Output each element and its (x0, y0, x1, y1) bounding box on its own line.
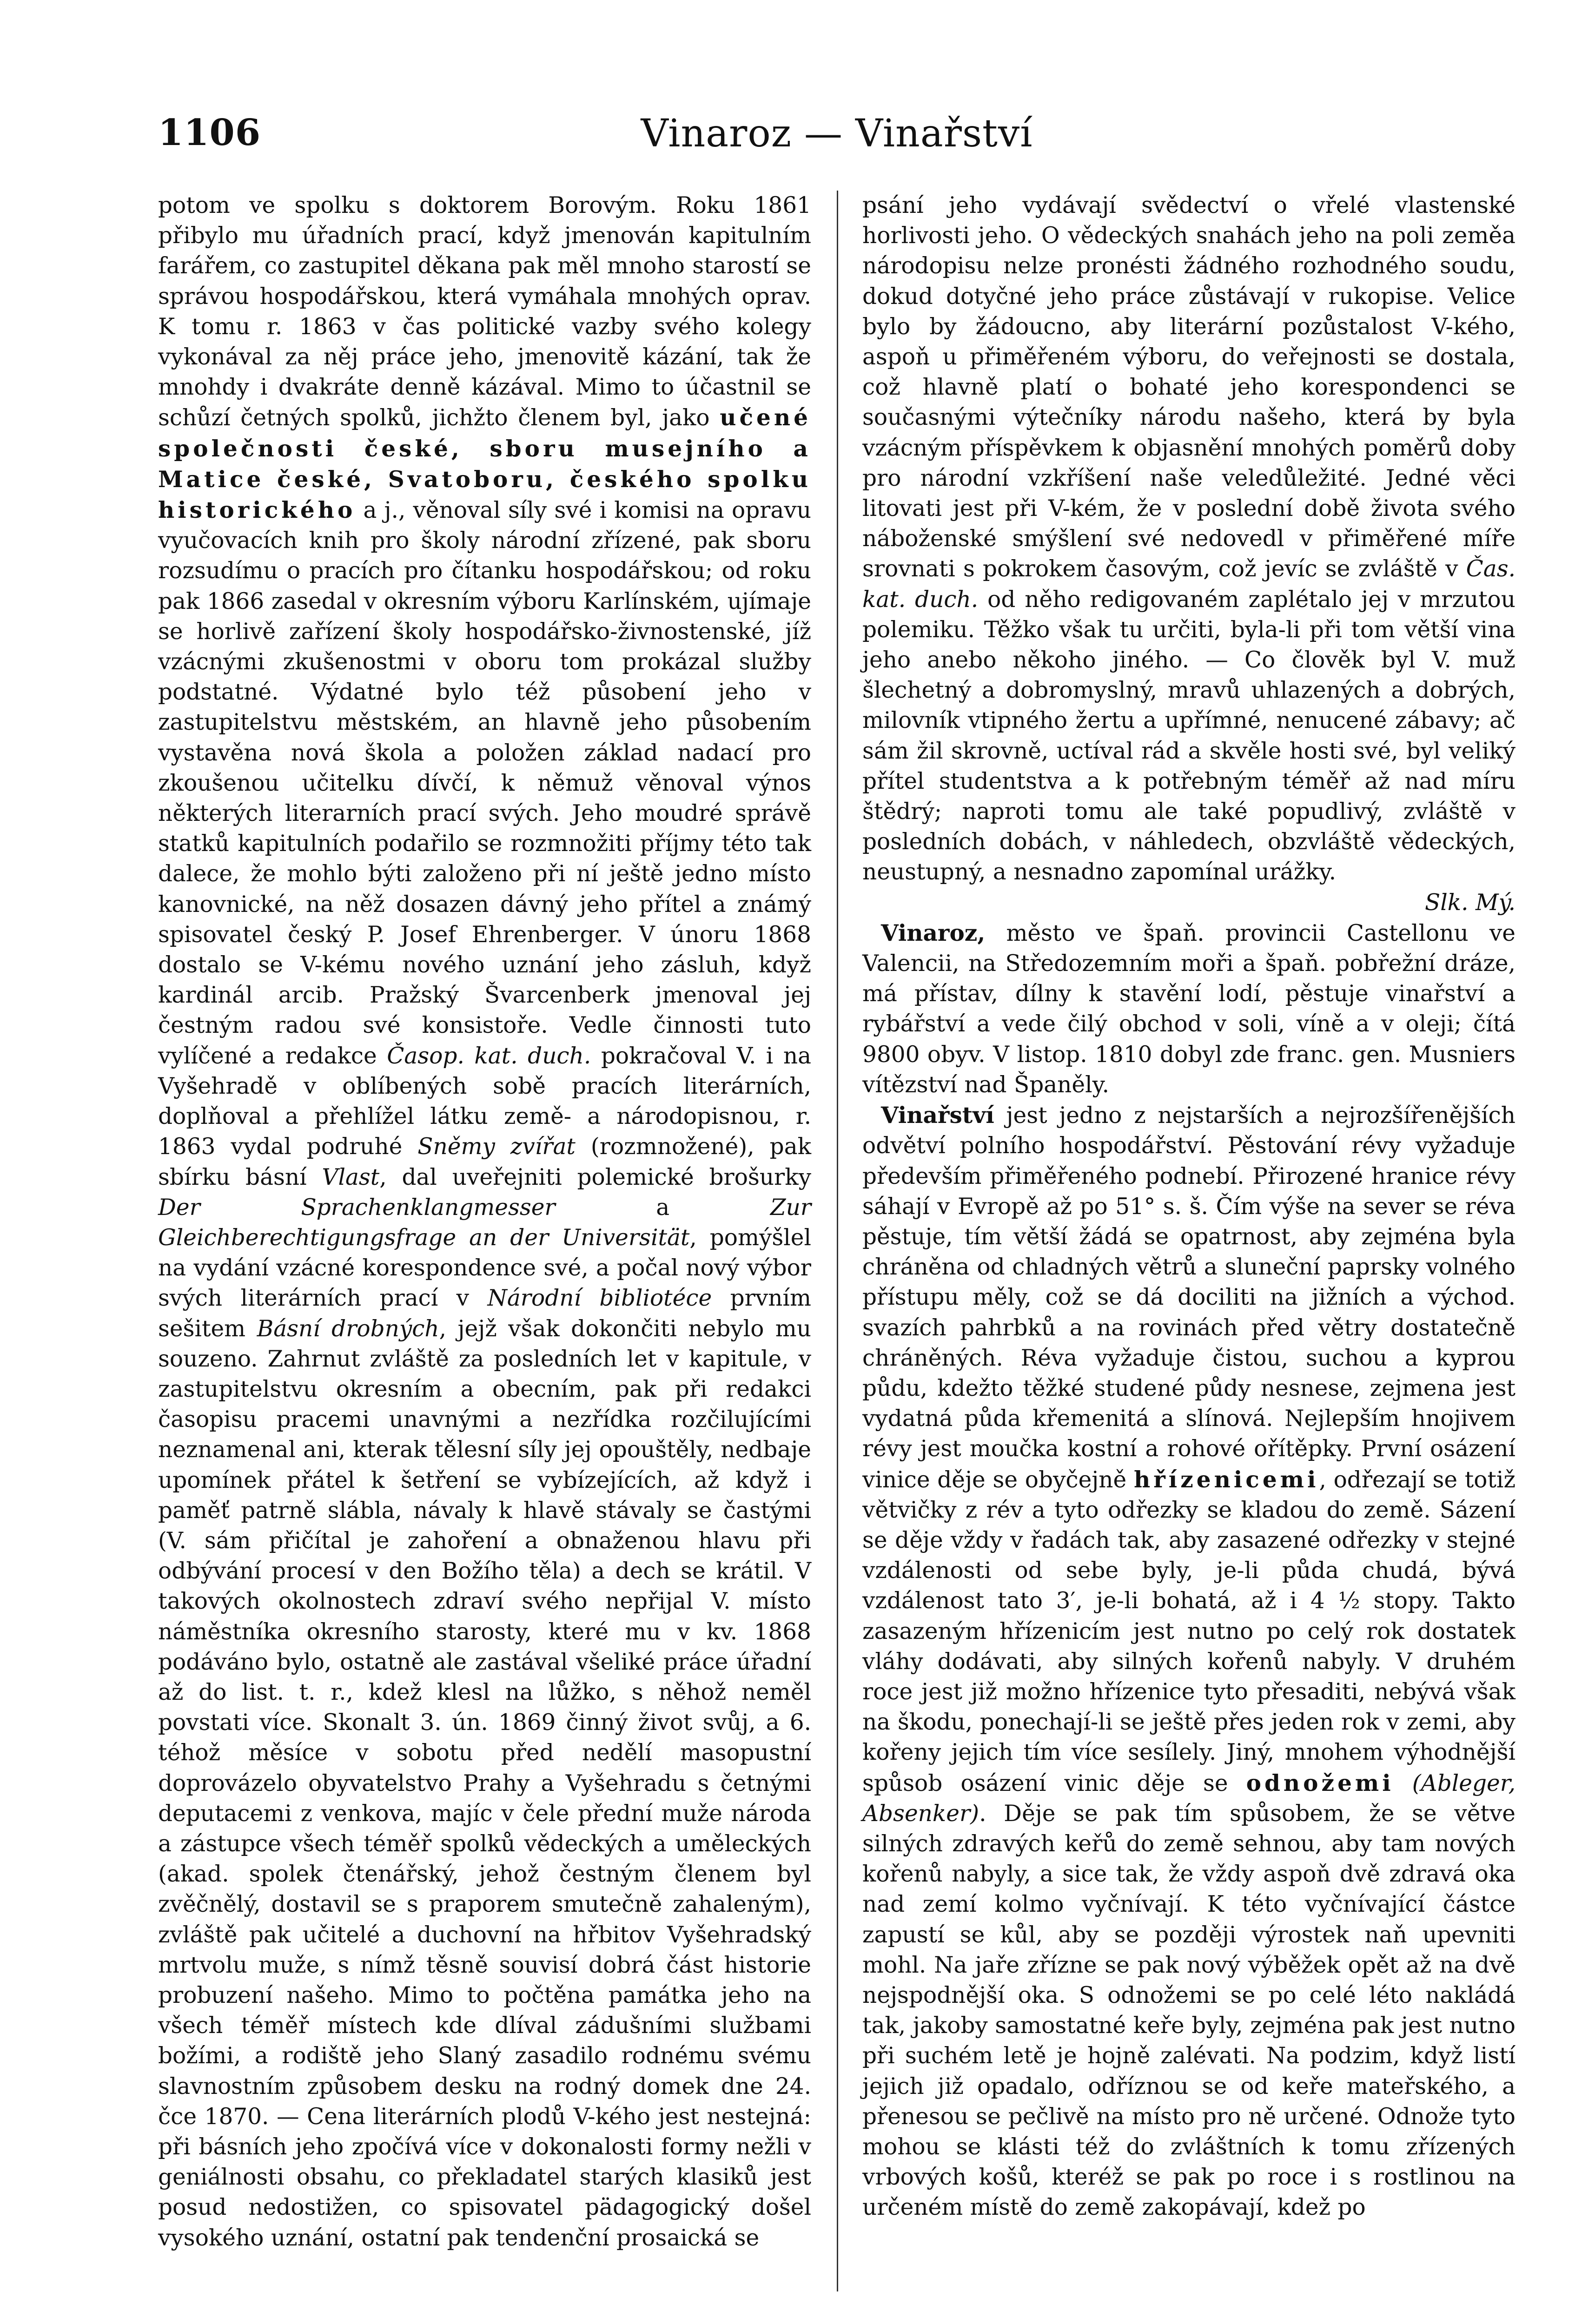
italic-title: Časop. kat. duch. (387, 1043, 591, 1069)
text-segment: , odřezají se totiž větvičky z rév a tyto odřezky se kladou do země. Sázení se děje vždy v řadách tak, aby zasazené odřezky v stejné vzdálenosti od sebe byly, je-li půda chudá, bývá vzdálenost tato 3′, je-li bohatá, až i 4 ½ stopy. Takto zasazeným hřízenicím jest nutno po celý rok dostatek vláhy dodávati, aby silných kořenů nabyly. V druhém roce jest již možno hřízenice tyto přesaditi, nebývá však na škodu, ponechají-li se ještě přes jeden rok v zemi, aby kořeny jejich tím více sesílely. Jiný, mnohem výhodnější spůsob osázení vinic děje se (862, 1466, 1515, 1796)
italic-title: Zur Gleichberechtigungsfrage an der Universität (158, 1194, 811, 1251)
text-segment: a (656, 1194, 670, 1221)
document-page (158, 112, 1516, 2251)
italic-title: Vlast (322, 1164, 380, 1190)
spaced-text: učené společnosti české, sboru musejního a Matice české, Svatoboru, českého spolku historického (158, 404, 811, 524)
text-segment: , dal uveřejniti polemické brošurky (379, 1164, 812, 1190)
text-segment: , pomýšlel na vydání vzácné korespondence své, a počal nový výbor svých literárních prací v (158, 1224, 811, 1312)
entry-vinaroz (862, 918, 1515, 1100)
italic-title: Sněmy zvířat (417, 1134, 576, 1160)
left-column (158, 191, 811, 2253)
right-column (862, 191, 1515, 2223)
italic-title: Básní drobných (257, 1315, 439, 1342)
page-number: 1106 (158, 112, 261, 154)
spaced-text: hřízenicemi (1133, 1466, 1319, 1493)
text-segment: město ve špaň. provincii Castellonu ve Valencii, na Středozemním moři a špaň. pobřežní dráze, má přístav, dílny k stavění lodí, pěstuje vinařství a rybářství a vede čilý obchod v soli, víně a v oleji; čítá 9800 obyv. V listop. 1810 dobyl zde franc. gen. Musniers vítězství nad Španěly. (862, 920, 1515, 1098)
entry-vinarstvi (862, 1100, 1515, 2223)
text-segment: . Děje se pak tím spůsobem, že se větve silných zdravých keřů do země sehnou, aby tam nových kořenů nabyly, a sice tak, že vždy aspoň dvě zdravá oka nad zemí kolmo vyčnívají. K této vyčnívající částce zapustí se kůl, aby se později výrostek naň upevniti mohl. Na jaře zřízne se pak nový výběžek opět až na dvě nejspodnější oka. S odnožemi se po celé léto nakládá tak, jakoby samostatné keře byly, zejména pak jest nutno při suchém letě je hojně zalévati. Na podzim, když listí jejich již opadalo, odříznou se od keře mateřského, a přenesou se pečlivě na místo pro ně určené. Odnože tyto mohou se klásti též do zvláštních k tomu zřízených vrbových košů, kteréž se pak po roce i s rostlinou na určeném místě do země zakopávají, kdež po (862, 1800, 1515, 2221)
text-segment: od něho redigovaném zaplétalo jej v mrzutou polemiku. Těžko však tu určiti, byla-li při tom větší vina jeho anebo někoho jiného. — Co člověk byl V. muž šlechetný a dobromyslný, mravů uhlazených a dobrých, milovník vtipného žertu a upřímné, nenucené zábavy; ač sám žil skrovně, uctíval rád a skvěle hosti své, byl veliký přítel studentstva a k potřebným téměř až nad míru štědrý; naproti tomu ale také popudlivý, zvláště v posledních dobách, v náhledech, obzvláště vědeckých, neustupný, a nesnadno zapomínal urážky. (862, 586, 1515, 885)
text-segment: potom ve spolku s doktorem Borovým. Roku 1861 přibylo mu úřadních prací, když jmenován kapitulním farářem, co zastupitel děkana pak měl mnoho starostí se správou hospodářskou, která vymáhala mnohých oprav. K tomu r. 1863 v čas politické vazby svého kolegy vykonával za něj práce jeho, jmenovitě kázání, tak že mnohdy i dvakráte denně kázával. Mimo to účastnil se schůzí četných spolků, jichžto členem byl, jako (158, 192, 811, 431)
entry-headword: Vinaroz, (881, 919, 986, 946)
entry-headword: Vinařství (881, 1102, 994, 1129)
italic-title: Der Sprachenklangmesser (158, 1194, 556, 1221)
spaced-text: odnožemi (1246, 1769, 1394, 1796)
right-paragraph (862, 191, 1515, 888)
page-header (158, 112, 1515, 167)
text-segment: pokračoval V. i na Vyšehradě v oblíbených sobě pracích literárních, doplňoval a přehlížel látku země- a národopisnou, r. 1863 vydal podruhé (158, 1043, 811, 1160)
text-segment: jest jedno z nejstarších a nejrozšířenějších odvětví polního hospodářství. Pěstování révy vyžaduje především přiměřeného podnebí. Přirozené hranice révy sáhají v Evropě až po 51° s. š. Čím výše na sever se réva pěstuje, tím větší žádá se opatrnost, aby zejména byla chráněna od chladných větrů a sluneční paprsky volného přístupu měly, což se dá dociliti na jižních a východ. svazích pahrbků a na rovinách před větry dostatečně chráněných. Réva vyžaduje čistou, suchou a kyprou půdu, kdežto těžké studené půdy nesnese, zejmena jest vydatná půda křemenitá a slínová. Nejlepším hnojivem révy jest moučka kostní a rohové ořítěpky. První osázení vinice děje se obyčejně (862, 1103, 1515, 1493)
left-paragraph (158, 191, 811, 2253)
column-divider (837, 191, 838, 2291)
text-segment: (rozmnožené), pak sbírku básní (158, 1134, 812, 1190)
text-segment: , jejž však dokončiti nebylo mu souzeno. Zahrnut zvláště za posledních let v kapitule, v zastupitelstvu okresním a obecním, pak při redakci časopisu pracemi unavnými a nezřídka rozčilujícími neznamenal ani, kterak tělesní síly jej opouštěly, nedbaje upomínek přátel k šetření se vybízejících, až když i paměť patrně slábla, návaly k hlavě stávaly se častými (V. sám přičítal je zahoření a obnaženou hlavu při odbývání procesí v den Božího těla) a dech se krátil. V takových okolnostech zdraví svého nepřijal V. místo náměstníka okresního starosty, které mu v kv. 1868 podáváno bylo, ostatně ale zastával všeliké práce úřadní až do list. t. r., kdež klesl na lůžko, s něhož neměl povstati více. Skonalt 3. ún. 1869 činný život svůj, a 6. téhož měsíce v sobotu před nedělí masopustní doprovázelo obyvatelstvo Prahy a Vyšehradu s četnými deputacemi z venkova, majíc v čele přední muže národa a zástupce všech téměř spolků vědeckých a uměleckých (akad. spolek čtenářský, jehož čestným členem byl zvěčnělý, dostavil se s praporem smutečně zahaleným), zvláště pak učitelé a duchovní na hřbitov Vyšehradský mrtvolu muže, s nímž těsně souvisí dobrá část historie probuzení našeho. Mimo to počtěna památka jeho na všech téměř místech kde dlíval zádušními službami božími, a rodiště jeho Slaný zasadilo rodnému svému slavnostním způsobem desku na rodný domek dne 24. čce 1870. — Cena literárních plodů V-kého jest nestejná: při básních jeho zpočívá více v dokonalosti formy nežli v geniálnosti obsahu, co překladatel starých klasiků jest posud nedostižen, co spisovatel pädagogický došel vysokého uznání, ostatní pak tendenční prosaická se (158, 1315, 811, 2251)
running-title: Vinaroz — Vinařství (641, 112, 1033, 156)
italic-term: (Ableger, Absenker) (862, 1770, 1515, 1827)
italic-title: Čas. kat. duch. (862, 556, 1516, 613)
text-segment: psání jeho vydávají svědectví o vřelé vlastenské horlivosti jeho. O vědeckých snahách jeho na poli zeměa národopisu nelze pronésti žádného rozhodného soudu, dokud dotyčné jeho práce zůstávají v rukopise. Velice bylo by žádoucno, aby literární pozůstalost V-kého, aspoň u přiměřeném výboru, do veřejnosti se dostala, což hlavně platí o bohaté jeho korespondenci se současnými výtečníky národu našeho, která by byla vzácným příspěvkem k objasnění mnohých poměrů doby pro národní vzkříšení naše veledůležité. Jedné věci litovati jest při V-kém, že v poslední době života svého náboženské smýšlení své nedovedl v přiměřené míře srovnati s pokrokem časovým, což jevíc se zvláště v (862, 192, 1515, 582)
text-segment: prvním sešitem (158, 1285, 811, 1342)
author-signature: Slk. Mý. (1425, 889, 1515, 916)
text-segment: a j., věnoval síly své i komisi na opravu vyučovacích knih pro školy národní zřízené, pak sboru rozsudímu o pracích pro čítanku hospodářskou; od roku pak 1866 zasedal v okresním výboru Karlínském, ujímaje se horlivě zařízení školy hospodářsko-živnostenské, jíž vzácnými zkušenostmi v oboru tom prokázal služby podstatné. Výdatné bylo též působení jeho v zastupitelstvu městském, an hlavně jeho působením vystavěna nová škola a položen základ nadací pro zkoušenou učitelku dívčí, k němuž věnoval výnos některých literarních prací svých. Jeho moudré správě statků kapitulních podařilo se rozmnožiti příjmy této tak dalece, že mohlo býti založeno při ní ještě jedno místo kanovnické, na něž dosazen dávný jeho přítel a známý spisovatel český P. Josef Ehrenberger. V únoru 1868 dostalo se V-kému nového uznání jeho zásluh, když kardinál arcib. Pražský Švarcenberk jmenoval jej čestným radou své konsistoře. Vedle činnosti tuto vylíčené a redakce (158, 497, 811, 1069)
italic-title: Národní bibliotéce (487, 1285, 712, 1312)
